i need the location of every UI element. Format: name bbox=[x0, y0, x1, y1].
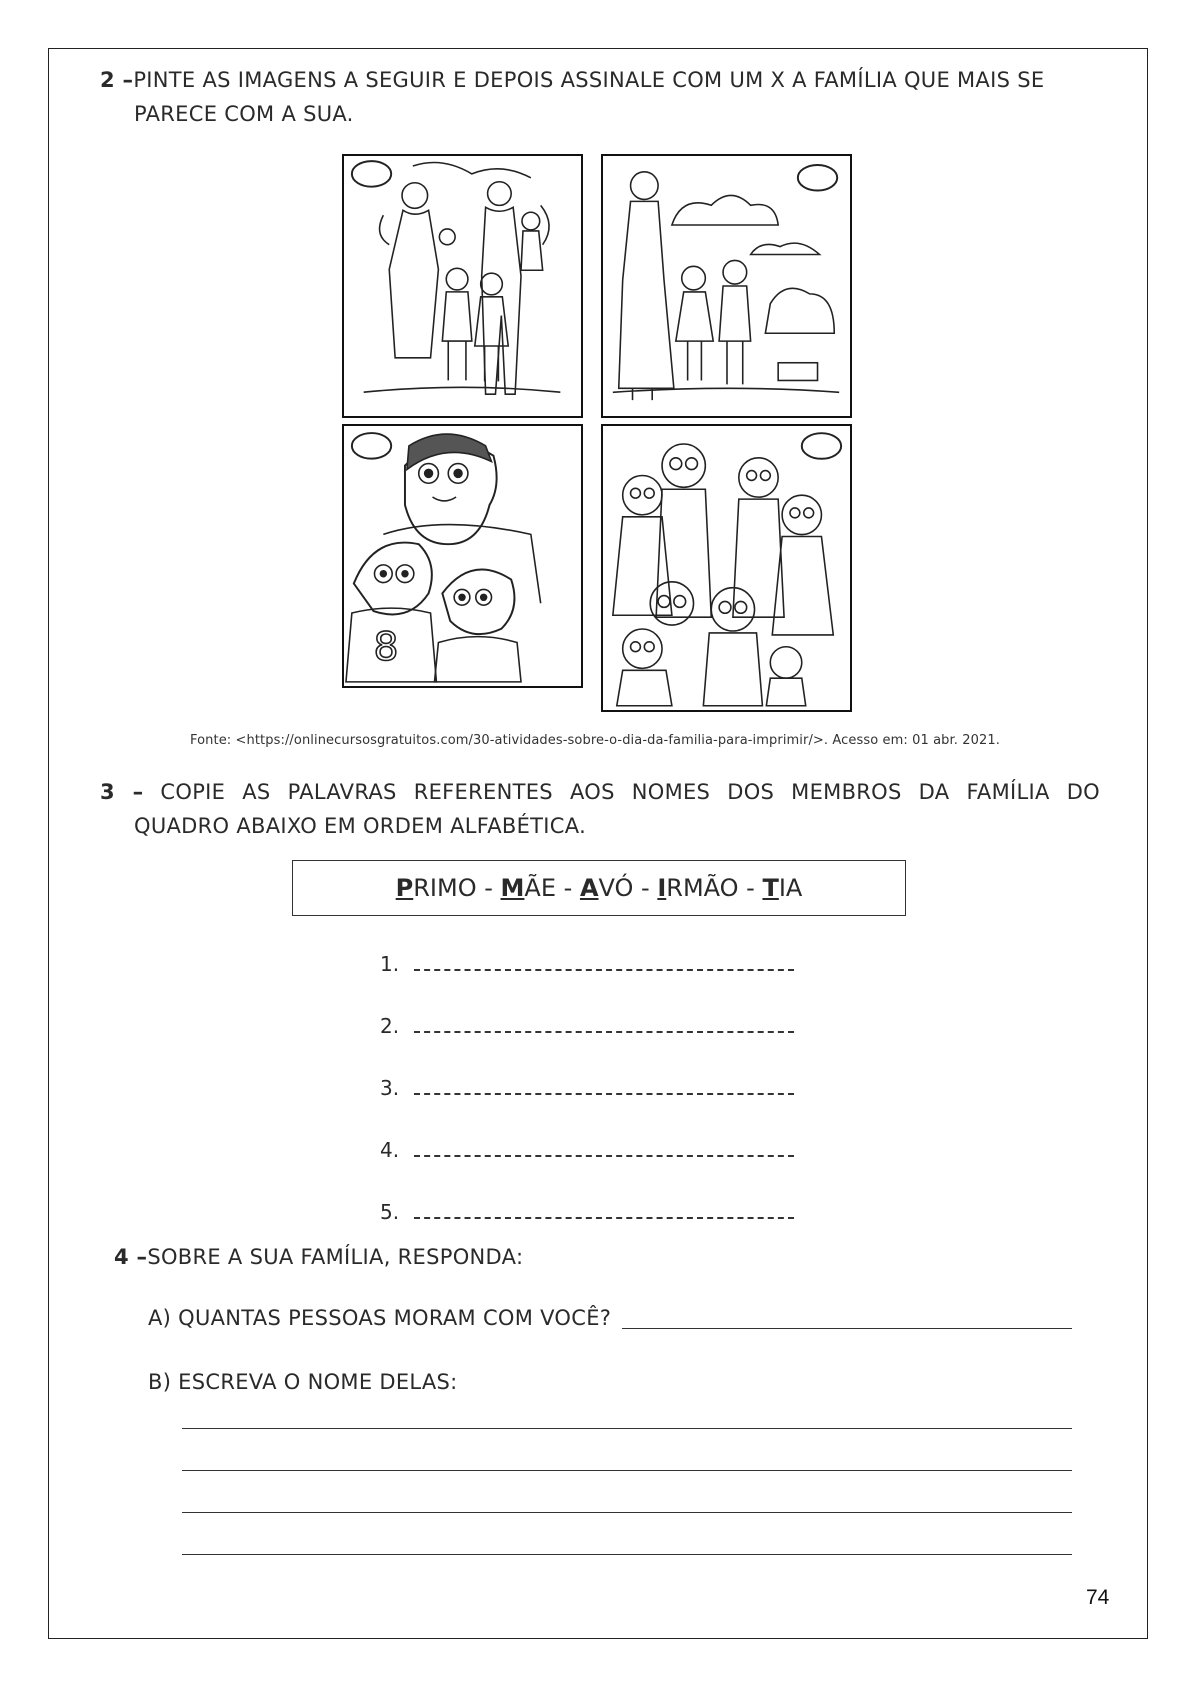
answer-number: 2. bbox=[380, 1014, 400, 1038]
question-4 bbox=[114, 1240, 523, 1274]
question-4-text: SOBRE A SUA FAMÍLIA, RESPONDA: bbox=[147, 1245, 524, 1269]
word-2-rest: ÃE bbox=[524, 874, 557, 902]
family-image-4 bbox=[601, 424, 852, 712]
word-separator: - bbox=[738, 874, 763, 902]
family-image-3 bbox=[342, 424, 583, 688]
word-separator: - bbox=[556, 874, 580, 902]
answer-number: 1. bbox=[380, 952, 400, 976]
word-separator: - bbox=[633, 874, 658, 902]
word-2-initial: M bbox=[500, 874, 525, 902]
question-2-number: 2 – bbox=[100, 68, 134, 92]
word-3-rest: VÓ bbox=[598, 874, 634, 902]
question-4b: B) ESCREVA O NOME DELAS: bbox=[148, 1370, 458, 1394]
answer-4b-line-3[interactable] bbox=[182, 1512, 1072, 1513]
question-3-text-line1: COPIE AS PALAVRAS REFERENTES AOS NOMES DOS MEMBROS DA FAMÍLIA DO bbox=[160, 780, 1100, 804]
word-5-rest: IA bbox=[778, 874, 803, 902]
question-4a: A) QUANTAS PESSOAS MORAM COM VOCÊ? bbox=[148, 1306, 612, 1330]
question-4-number: 4 – bbox=[114, 1245, 148, 1269]
answer-line-2[interactable] bbox=[380, 1014, 794, 1038]
word-3-initial: A bbox=[579, 874, 599, 902]
answer-blank[interactable] bbox=[414, 1027, 794, 1033]
question-3-number: 3 – bbox=[100, 780, 144, 804]
answer-4a-line[interactable] bbox=[622, 1328, 1072, 1329]
question-2-line1 bbox=[100, 68, 1044, 92]
answer-number: 4. bbox=[380, 1138, 400, 1162]
question-2-text-line2: PARECE COM A SUA. bbox=[134, 102, 354, 126]
answer-number: 3. bbox=[380, 1076, 400, 1100]
answer-blank[interactable] bbox=[414, 965, 794, 971]
image-source-citation: Fonte: <https://onlinecursosgratuitos.com/30-atividades-sobre-o-dia-da-familia-para-imprimir/>. Acesso em: 01 abr. 2021. bbox=[190, 733, 1000, 748]
answer-blank[interactable] bbox=[414, 1089, 794, 1095]
answer-number: 5. bbox=[380, 1200, 400, 1224]
word-1-initial: P bbox=[395, 874, 414, 902]
word-box bbox=[292, 860, 906, 916]
question-2 bbox=[100, 63, 1100, 131]
answer-blank[interactable] bbox=[414, 1151, 794, 1157]
family-image-1 bbox=[342, 154, 583, 418]
question-3-line1 bbox=[100, 775, 1100, 809]
family-images-grid bbox=[342, 154, 852, 712]
answer-blank[interactable] bbox=[414, 1213, 794, 1219]
checkbox-oval-3 bbox=[352, 433, 391, 459]
answer-line-3[interactable] bbox=[380, 1076, 794, 1100]
family-image-2 bbox=[601, 154, 852, 418]
answer-4b-line-2[interactable] bbox=[182, 1470, 1072, 1471]
page-number: 74 bbox=[1086, 1586, 1110, 1609]
answer-4b-line-4[interactable] bbox=[182, 1554, 1072, 1555]
question-3 bbox=[100, 775, 1100, 843]
word-separator: - bbox=[476, 874, 501, 902]
checkbox-oval-2 bbox=[798, 165, 837, 191]
answer-line-5[interactable] bbox=[380, 1200, 794, 1224]
answer-line-4[interactable] bbox=[380, 1138, 794, 1162]
svg-text:8: 8 bbox=[373, 624, 399, 671]
word-1-rest: RIMO bbox=[413, 874, 477, 902]
checkbox-oval-1 bbox=[352, 161, 391, 187]
checkbox-oval-4 bbox=[802, 433, 841, 459]
answer-4b-line-1[interactable] bbox=[182, 1428, 1072, 1429]
question-3-text-line2: QUADRO ABAIXO EM ORDEM ALFABÉTICA. bbox=[134, 814, 587, 838]
word-4-rest: RMÃO bbox=[666, 874, 739, 902]
question-2-text-line1: PINTE AS IMAGENS A SEGUIR E DEPOIS ASSINALE COM UM X A FAMÍLIA QUE MAIS SE bbox=[133, 68, 1045, 92]
answer-line-1[interactable] bbox=[380, 952, 794, 976]
word-4-initial: I bbox=[657, 874, 667, 902]
word-5-initial: T bbox=[762, 874, 779, 902]
